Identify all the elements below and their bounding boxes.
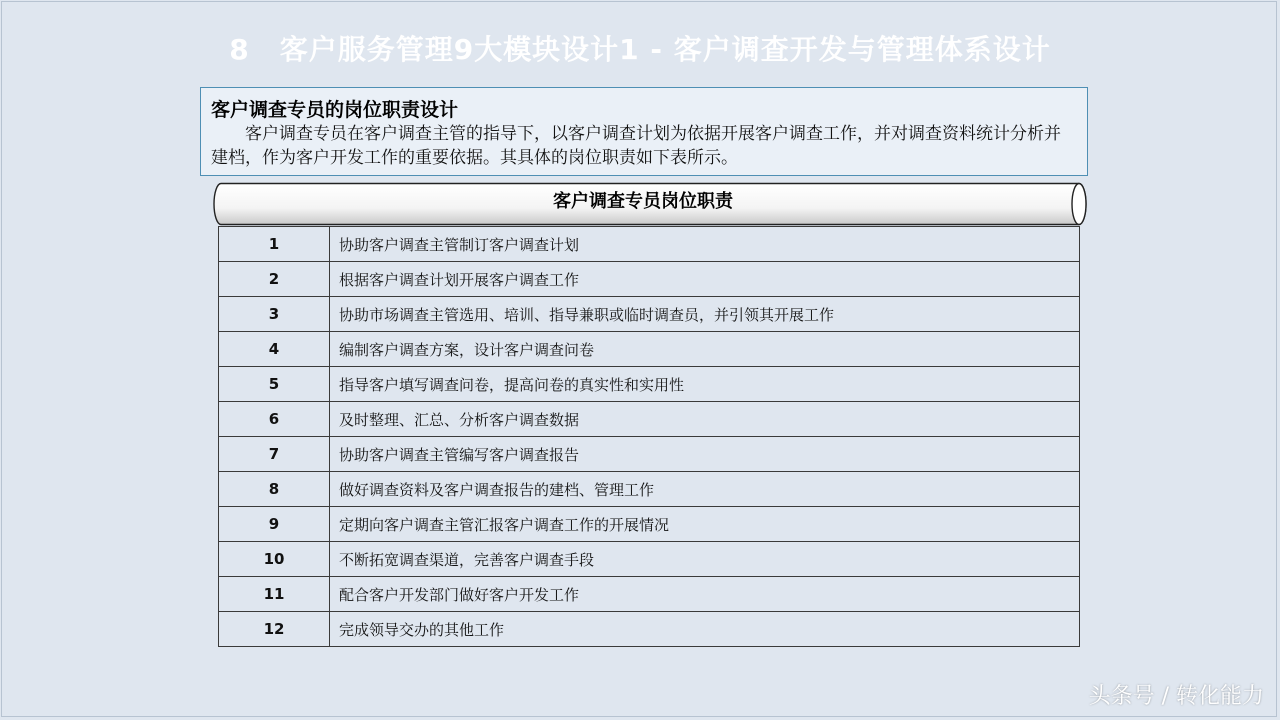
table-row: [219, 542, 1080, 577]
row-duty: 协助客户调查主管编写客户调查报告: [330, 437, 1080, 472]
intro-heading: 客户调查专员的岗位职责设计: [211, 99, 459, 121]
row-duty: 指导客户填写调查问卷，提高问卷的真实性和实用性: [330, 367, 1080, 402]
row-number: 2: [219, 262, 330, 297]
row-number: 7: [219, 437, 330, 472]
table-row: [219, 577, 1080, 612]
slide-title: [0, 28, 1280, 68]
row-number: 11: [219, 577, 330, 612]
row-duty: 根据客户调查计划开展客户调查工作: [330, 262, 1080, 297]
row-duty: 不断拓宽调查渠道，完善客户调查手段: [330, 542, 1080, 577]
row-duty: 协助客户调查主管制订客户调查计划: [330, 227, 1080, 262]
table-title-scroll: [213, 182, 1088, 226]
row-duty: 协助市场调查主管选用、培训、指导兼职或临时调查员，并引领其开展工作: [330, 297, 1080, 332]
row-number: 6: [219, 402, 330, 437]
table-row: [219, 612, 1080, 647]
row-duty: 定期向客户调查主管汇报客户调查工作的开展情况: [330, 507, 1080, 542]
table-row: [219, 367, 1080, 402]
duties-table-body: [219, 227, 1080, 647]
row-duty: 完成领导交办的其他工作: [330, 612, 1080, 647]
row-number: 5: [219, 367, 330, 402]
slide-number: 8: [229, 33, 250, 66]
table-row: [219, 332, 1080, 367]
row-duty: 及时整理、汇总、分析客户调查数据: [330, 402, 1080, 437]
intro-box: [200, 87, 1088, 176]
row-number: 10: [219, 542, 330, 577]
duties-table: [218, 226, 1080, 647]
watermark: 头条号 / 转化能力: [1088, 684, 1264, 709]
row-number: 3: [219, 297, 330, 332]
table-row: [219, 472, 1080, 507]
slide-title-text: 客户服务管理9大模块设计1 - 客户调查开发与管理体系设计: [279, 33, 1051, 66]
table-row: [219, 297, 1080, 332]
row-number: 8: [219, 472, 330, 507]
row-number: 1: [219, 227, 330, 262]
table-title: 客户调查专员岗位职责: [553, 191, 733, 212]
row-number: 4: [219, 332, 330, 367]
intro-body: 客户调查专员在客户调查主管的指导下，以客户调查计划为依据开展客户调查工作，并对调查资料统计分析并建档，作为客户开发工作的重要依据。其具体的岗位职责如下表所示。: [211, 124, 1061, 168]
table-row: [219, 262, 1080, 297]
table-row: [219, 437, 1080, 472]
table-row: [219, 227, 1080, 262]
row-duty: 配合客户开发部门做好客户开发工作: [330, 577, 1080, 612]
row-number: 12: [219, 612, 330, 647]
row-number: 9: [219, 507, 330, 542]
row-duty: 做好调查资料及客户调查报告的建档、管理工作: [330, 472, 1080, 507]
row-duty: 编制客户调查方案，设计客户调查问卷: [330, 332, 1080, 367]
table-row: [219, 507, 1080, 542]
table-row: [219, 402, 1080, 437]
